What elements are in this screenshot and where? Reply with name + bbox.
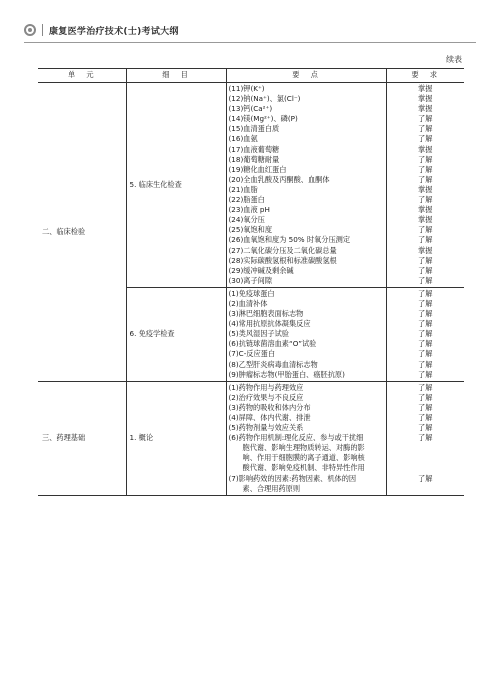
requirement-value: 了解 [418,309,433,319]
requirement-value: 了解 [418,288,433,298]
requirement-value: 了解 [418,154,433,164]
points-cell [226,83,386,288]
point-line: (6)抗链球菌溶血素“O”试验 [228,339,317,349]
requirement-spacer [387,484,465,494]
point-line: (16)血氨 [228,134,258,144]
requirement-value: 掌握 [418,144,433,154]
requirement-value: 了解 [418,275,433,285]
point-line: (1)免疫球蛋白 [228,288,275,298]
sub-topic-cell: 5. 临床生化检查 [126,83,226,288]
point-line: (24)氧分压 [228,215,265,225]
point-line: (5)类风湿因子试验 [228,329,289,339]
requirement-value: 了解 [418,392,433,402]
requirement-value: 了解 [418,423,433,433]
point-line: (11)钾(K⁺) [228,84,265,93]
requirement-value: 掌握 [418,184,433,194]
syllabus-table [38,68,464,496]
table-body [38,83,464,496]
requirement-value: 掌握 [418,215,433,225]
point-line: (28)实际碳酸氢根和标准碳酸氢根 [228,255,337,265]
requirement-value: 掌握 [418,245,433,255]
point-line: (2)治疗效果与不良反应 [228,392,304,402]
column-header-unit: 单 元 [38,69,126,83]
point-line: (4)常用抗原抗体凝集反应 [228,319,311,329]
requirement-value: 了解 [418,413,433,422]
point-line: (21)血脂 [228,184,258,194]
header-rule [24,42,476,43]
point-line: (30)离子间隙 [228,275,273,285]
sub-topic-cell: 6. 免疫学检查 [126,287,226,381]
requirement-value: 了解 [418,339,433,349]
requirement-value: 了解 [418,473,433,483]
requirement-value: 了解 [418,195,433,205]
point-line: (14)镁(Mg²⁺)、磷(P) [228,114,298,124]
point-line: (22)脂蛋白 [228,195,265,205]
sub-topic-cell: 1. 概论 [126,381,226,495]
header-title: 康复医学治疗技术(士)考试大纲 [49,26,179,37]
requirement-value: 了解 [418,402,433,412]
table-row [38,381,464,495]
point-line: (5)药物剂量与效应关系 [228,423,304,433]
requirement-value: 了解 [418,114,433,124]
requirement-value: 了解 [418,235,433,245]
requirement-cell [386,83,464,288]
requirement-value: 掌握 [418,104,433,114]
point-line: (6)药物作用机制:理化反应、参与或干扰细 [228,433,364,443]
point-line: 响、作用于细胞膜的离子通道、影响核 [242,453,365,463]
requirement-value: 掌握 [418,205,433,215]
point-line: (29)缓冲碱及剩余碱 [228,265,294,275]
point-line: (25)氧饱和度 [228,225,273,235]
unit-cell: 三、药理基础 [38,381,126,495]
requirement-value: 了解 [418,359,433,369]
point-line: 酸代谢、影响免疫机制、非特异性作用 [242,463,365,473]
requirement-value: 掌握 [418,84,433,93]
point-line: (15)血清蛋白质 [228,124,280,134]
requirement-cell [386,287,464,381]
requirement-value: 了解 [418,265,433,275]
table-header-row [38,69,464,83]
requirement-value: 了解 [418,433,433,443]
point-line: (18)葡萄糖耐量 [228,154,280,164]
point-line: (27)二氧化碳分压及二氧化碳总量 [228,245,337,255]
point-line: (17)血液葡萄糖 [228,144,280,154]
table-row [38,83,464,288]
continued-label: 续表 [446,55,462,64]
point-line: (1)药物作用与药理效应 [228,382,304,392]
requirement-value: 了解 [418,329,433,339]
point-line: 胞代谢、影响生理物质转运、对酶的影 [242,443,365,453]
requirement-value: 了解 [418,164,433,174]
point-line: (4)屏障、体内代谢、排泄 [228,413,311,422]
point-line: (3)药物的吸收和体内分布 [228,402,311,412]
requirement-spacer [387,463,465,473]
requirement-value: 了解 [418,382,433,392]
requirement-value: 掌握 [418,94,433,104]
requirement-spacer [387,443,465,453]
requirement-value: 了解 [418,298,433,308]
points-cell [226,381,386,495]
requirement-value: 了解 [418,134,433,144]
points-cell [226,287,386,381]
requirement-value: 了解 [418,255,433,265]
unit-cell: 二、临床检验 [38,83,126,382]
running-header [24,22,179,38]
point-line: (20)全血乳酸及丙酮酸、血酮体 [228,174,330,184]
requirement-cell [386,381,464,495]
point-line: (23)血液 pH [228,205,270,215]
point-line: (8)乙型肝炎病毒血清标志物 [228,359,318,369]
point-line: (12)钠(Na⁺)、氯(Cl⁻) [228,94,301,104]
point-line: (13)钙(Ca²⁺) [228,104,273,114]
requirement-value: 了解 [418,349,433,359]
point-line: (7)C-反应蛋白 [228,349,276,359]
requirement-value: 了解 [418,225,433,235]
book-emblem-icon [24,24,36,36]
point-line: (2)血清补体 [228,298,268,308]
point-line: (26)血氧饱和度为 50% 时氧分压测定 [228,235,351,245]
requirement-value: 了解 [418,369,433,379]
point-line: (3)淋巴细胞表面标志物 [228,309,304,319]
point-line: 素、合理用药原则 [242,483,301,493]
point-line: (7)影响药效的因素:药物因素、机体的因 [228,473,357,483]
requirement-spacer [387,453,465,463]
column-header-requirement: 要 求 [386,69,464,83]
column-header-sub: 细 目 [126,69,226,83]
column-header-points: 要 点 [226,69,386,83]
requirement-value: 了解 [418,319,433,329]
point-line: (19)糖化血红蛋白 [228,164,287,174]
requirement-value: 了解 [418,124,433,134]
header-separator [42,24,43,36]
point-line: (9)肿瘤标志物(甲胎蛋白、癌胚抗原) [228,369,345,379]
requirement-value: 了解 [418,174,433,184]
